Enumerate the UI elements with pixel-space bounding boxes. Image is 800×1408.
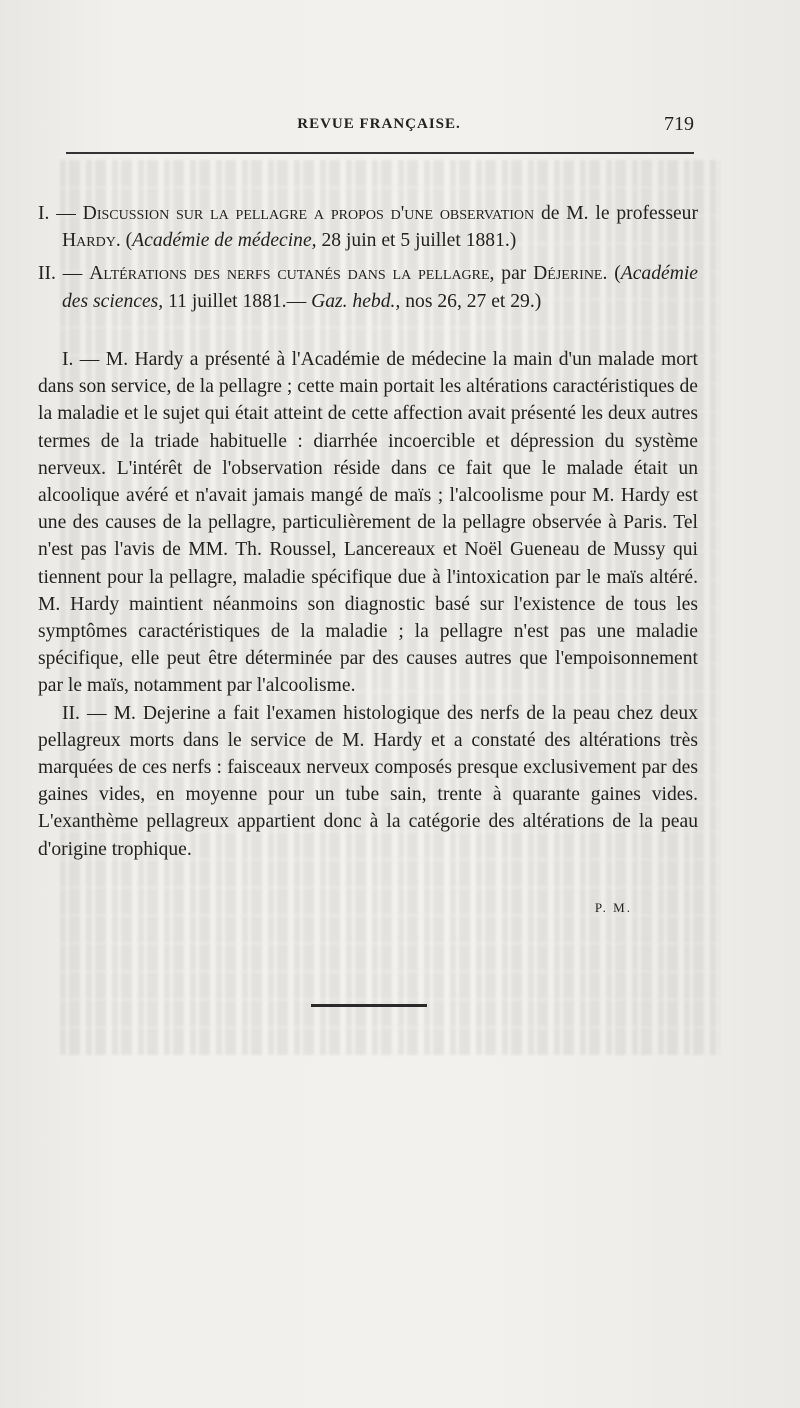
references-block [38,200,698,321]
reference-title: Discussion sur la pellagre a propos d'une observation [82,203,535,224]
reference-text: par [494,263,534,285]
page-header [64,113,694,138]
running-title: REVUE FRANÇAISE. [297,116,461,132]
reference-text: . ( [115,230,133,252]
reference-date: 28 juin et 5 juillet 1881.) [316,230,517,252]
reference-text: de M. le professeur [534,203,698,224]
reference-source: Académie des sciences, [62,263,698,312]
reference-source-2: Gaz. hebd., [311,290,401,312]
reference-1 [38,200,698,254]
reference-author: Déjerine [533,263,603,285]
reference-title: Altérations des nerfs cutanés dans la pellagre, [89,263,495,285]
end-rule [311,1004,427,1007]
reference-author: Hardy [62,230,116,252]
header-rule [66,152,694,154]
article-body [38,346,698,863]
reference-number: I. — [38,203,76,224]
reference-text: . ( [602,263,621,285]
reference-source: Académie de médecine, [132,230,317,252]
reference-issues: nos 26, 27 et 29.) [400,290,542,312]
signature: P. M. [594,900,632,915]
reference-date: 11 juillet 1881.— [163,290,312,312]
reference-2 [38,260,698,314]
page-number: 719 [664,113,694,135]
paragraph-1: I. — M. Hardy a présenté à l'Académie de médecine la main d'un malade mort dans son service, de la pellagre ; cette main portait les altérations caractéristiques de la maladie et le sujet qui était atteint de cette affection avait présenté les deux autres termes de la triade habituelle : diarrhée incoercible et dépression du système nerveux. L'intérêt de l'observation réside dans ce fait que le malade était un alcoolique avéré et n'avait jamais mangé de maïs ; l'alcoolisme pour M. Hardy est une des causes de la pellagre, particulièrement de la pellagre observée à Paris. Tel n'est pas l'avis de MM. Th. Roussel, Lancereaux et Noël Gueneau de Mussy qui tiennent pour la pellagre, maladie spécifique due à l'intoxication par le maïs altéré. M. Hardy maintient néanmoins son diagnostic basé sur l'existence de tous les symptômes caractéristiques de la maladie ; la pellagre n'est pas une maladie spécifique, elle peut être déterminée par des causes autres que l'empoisonnement par le maïs, notamment par l'alcoolisme. [38,349,698,697]
reference-number: II. — [38,263,83,285]
paragraph-2: II. — M. Dejerine a fait l'examen histologique des nerfs de la peau chez deux pellagreux morts dans le service de M. Hardy et a constaté des altérations très marquées de ces nerfs : faisceaux nerveux composés presque exclusivement par des gaines vides, en moyenne pour un tube sain, trente à quarante gaines vides. L'exanthème pellagreux appartient donc à la catégorie des altérations de la peau d'origine trophique. [38,702,698,860]
